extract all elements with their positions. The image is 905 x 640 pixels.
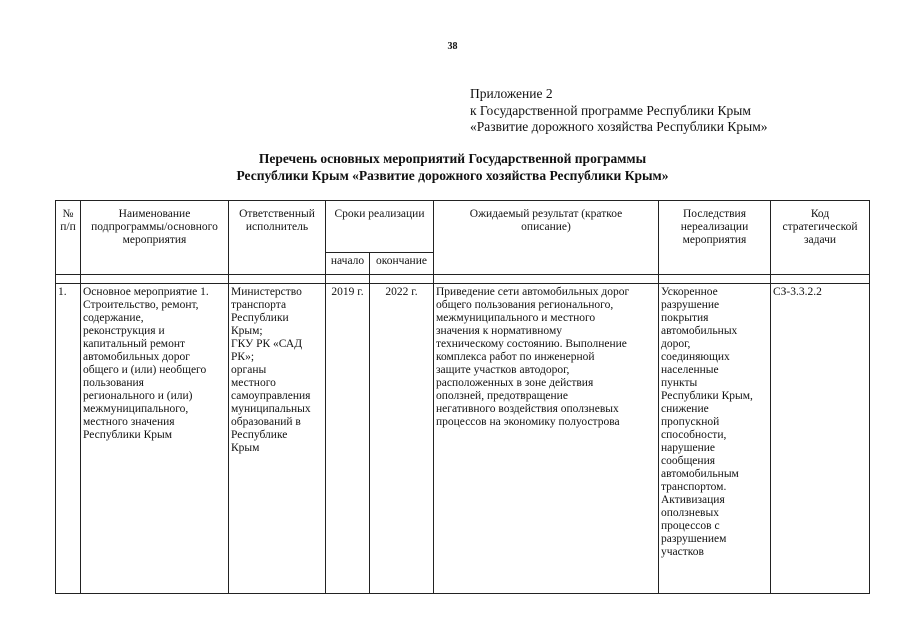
appendix-line-3: «Развитие дорожного хозяйства Республики Крым» (470, 119, 768, 134)
row-num: 1. (56, 284, 81, 594)
appendix-block (470, 86, 768, 136)
row-expected: Приведение сети автомобильных дорог общего пользования регионального, межмуниципального и местного значения к нормативному техническому состоянию. Выполнение комплекса работ по инженерной защите участков автодорог, расположенных в зоне действия оползней, предотвращение негативного воздействия оползневых процессов на экономику полуострова (434, 284, 659, 594)
subheader-end: окончание (370, 253, 434, 275)
header-name: Наименование подпрограммы/основного мероприятия (81, 201, 229, 275)
measures-table (55, 200, 870, 594)
appendix-line-1: Приложение 2 (470, 86, 553, 101)
row-code: СЗ-3.3.2.2 (771, 284, 870, 594)
title-line-1: Перечень основных мероприятий Государственной программы (258, 151, 647, 166)
row-responsible: Министерство транспорта Республики Крым; ГКУ РК «САД РК»; органы местного самоуправления муниципальных образований в Республике Крым (229, 284, 326, 594)
header-num: № п/п (56, 201, 81, 275)
table-header-row (56, 201, 870, 253)
row-end: 2022 г. (370, 284, 434, 594)
header-expected: Ожидаемый результат (краткое описание) (434, 201, 659, 275)
row-start: 2019 г. (326, 284, 370, 594)
header-code: Код стратегической задачи (771, 201, 870, 275)
document-title (0, 151, 905, 184)
page-number: 38 (447, 41, 458, 52)
header-terms: Сроки реализации (326, 201, 434, 253)
row-consequences: Ускоренное разрушение покрытия автомобильных дорог, соединяющих населенные пункты Республики Крым, снижение пропускной способности, нарушение сообщения автомобильным транспортом. Активизация оползневых процессов с разрушением участков (659, 284, 771, 594)
header-responsible: Ответственный исполнитель (229, 201, 326, 275)
table-spacer-row (56, 275, 870, 284)
row-name: Основное мероприятие 1. Строительство, ремонт, содержание, реконструкция и капитальный ремонт автомобильных дорог общего и (или) необщего пользования регионального и (или) межмуниципального, местного значения Республики Крым (81, 284, 229, 594)
table-row (56, 284, 870, 594)
title-line-2: Республики Крым «Развитие дорожного хозяйства Республики Крым» (236, 167, 669, 183)
appendix-line-2: к Государственной программе Республики Крым (470, 102, 751, 118)
header-consequences: Последствия нереализации мероприятия (659, 201, 771, 275)
subheader-start: начало (326, 253, 370, 275)
